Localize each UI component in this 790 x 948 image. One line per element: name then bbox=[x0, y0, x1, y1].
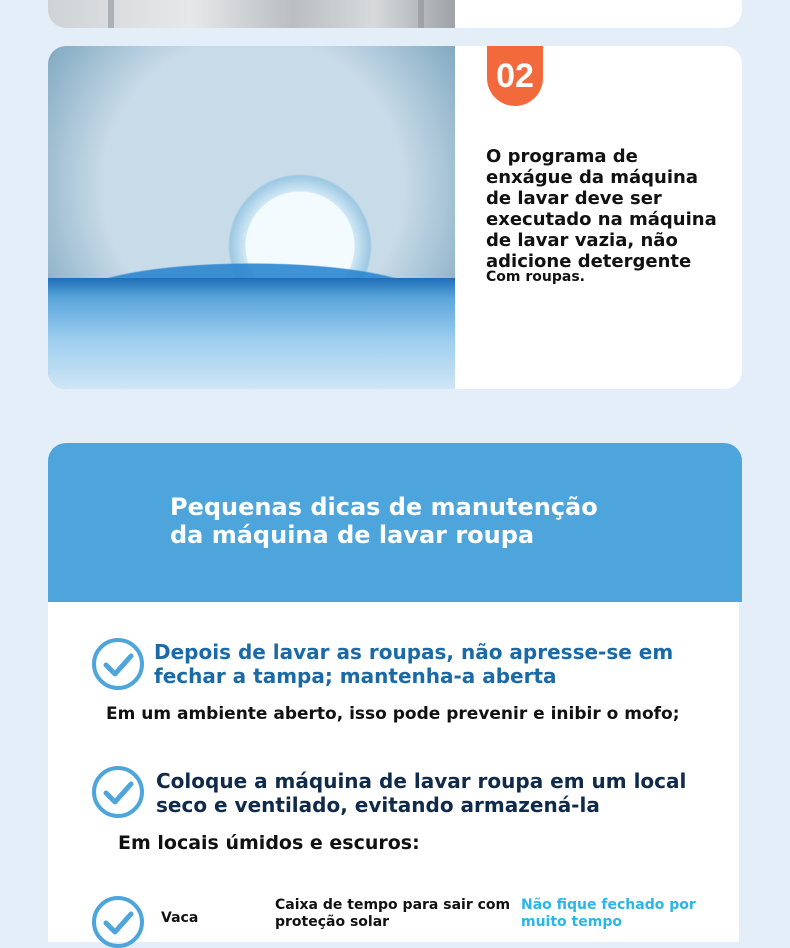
previous-step-card bbox=[48, 0, 742, 28]
tip-1-text: Em um ambiente aberto, isso pode prevenir e inibir o mofo; bbox=[106, 704, 680, 724]
tips-header bbox=[48, 443, 742, 602]
step-subtitle: Com roupas. bbox=[486, 269, 585, 285]
row3-label-left: Vaca bbox=[161, 910, 199, 926]
tip-2-title: Coloque a máquina de lavar roupa em um local seco e ventilado, evitando armazená-la bbox=[156, 769, 687, 817]
check-circle-icon bbox=[92, 638, 144, 690]
step-title: O programa de enxágue da máquina de lavar deve ser executado na máquina de lavar vazia, não adicione detergente bbox=[486, 146, 717, 272]
tip-2-text: Em locais úmidos e escuros: bbox=[118, 832, 420, 854]
washing-machine-photo-partial bbox=[48, 0, 455, 28]
tips-heading: Pequenas dicas de manutenção da máquina de lavar roupa bbox=[170, 493, 598, 549]
step-number-badge: 02 bbox=[487, 46, 543, 106]
tip-1-title: Depois de lavar as roupas, não apresse-se em fechar a tampa; mantenha-a aberta bbox=[154, 640, 674, 688]
tips-list bbox=[48, 602, 739, 942]
washing-drum-water-photo bbox=[48, 46, 455, 389]
check-circle-icon bbox=[92, 766, 144, 818]
row3-label-mid: Caixa de tempo para sair com proteção solar bbox=[275, 897, 511, 930]
check-circle-icon bbox=[92, 896, 144, 948]
step-02-card bbox=[48, 46, 742, 389]
row3-label-right: Não fique fechado por muito tempo bbox=[521, 897, 696, 930]
